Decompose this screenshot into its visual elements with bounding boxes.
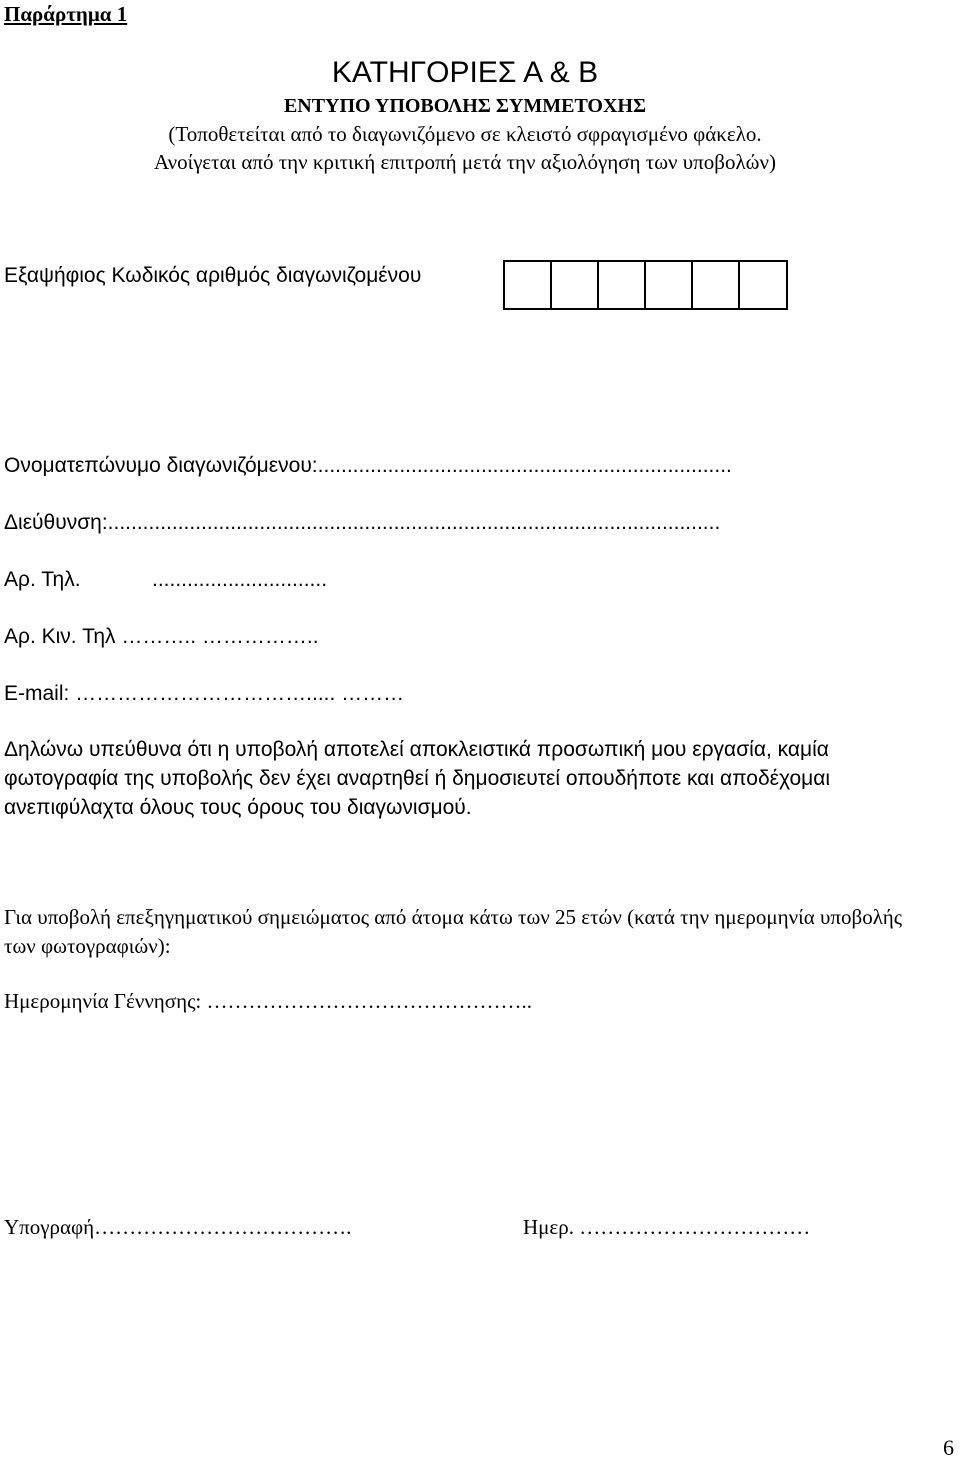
name-field: Ονοματεπώνυμο διαγωνιζόμενου:....................................................................... <box>4 454 732 477</box>
annex-title: Παράρτημα 1 <box>4 2 128 26</box>
page-number: 6 <box>943 1435 954 1460</box>
code-digit-box[interactable] <box>505 262 552 308</box>
birthdate-field: Ημερομηνία Γέννησης: ……………………………………….. <box>4 989 532 1013</box>
code-digit-box[interactable] <box>740 262 786 308</box>
signature-field: Υπογραφή………………………………. <box>4 1215 352 1239</box>
envelope-note-line-1: (Τοποθετείται από το διαγωνιζόμενο σε κλειστό σφραγισμένο φάκελο. <box>168 122 762 146</box>
responsibility-declaration: Δηλώνω υπεύθυνα ότι η υποβολή αποτελεί αποκλειστικά προσωπική μου εργασία, καμία φωτογραφία της υποβολής δεν έχει αναρτηθεί ή δημοσιευτεί οπουδήποτε και αποδέχομαι ανεπιφύλαχτα όλους τους όρους του διαγωνισμού. <box>4 738 831 819</box>
mobile-field: Αρ. Κιν. Τηλ ……….. …………….. <box>4 625 319 648</box>
code-digit-box[interactable] <box>599 262 646 308</box>
address-field: Διεύθυνση:......................................................................................................... <box>4 511 721 534</box>
form-title: ΕΝΤΥΠΟ ΥΠΟΒΟΛΗΣ ΣΥΜΜΕΤΟΧΗΣ <box>283 95 647 117</box>
code-digit-box[interactable] <box>552 262 599 308</box>
under-25-note: Για υποβολή επεξηγηματικού σημειώματος από άτομα κάτω των 25 ετών (κατά την ημερομηνία υποβολής των φωτογραφιών): <box>4 905 903 958</box>
code-boxes <box>503 260 788 310</box>
phone-field-dots: .............................. <box>152 568 328 591</box>
code-digit-box[interactable] <box>646 262 693 308</box>
envelope-note-line-2: Ανοίγεται από την κριτική επιτροπή μετά την αξιολόγηση των υποβολών) <box>154 150 776 174</box>
email-field: E-mail: ……………………………..... ……… <box>4 682 405 705</box>
date-field: Ημερ. …………………………… <box>523 1215 811 1239</box>
code-digit-box[interactable] <box>693 262 740 308</box>
phone-label: Αρ. Τηλ. <box>4 568 81 591</box>
code-label: Εξαψήφιος Κωδικός αριθμός διαγωνιζομένου <box>4 264 422 287</box>
category-heading: ΚΑΤΗΓΟΡΙΕΣ Α & Β <box>331 56 599 89</box>
